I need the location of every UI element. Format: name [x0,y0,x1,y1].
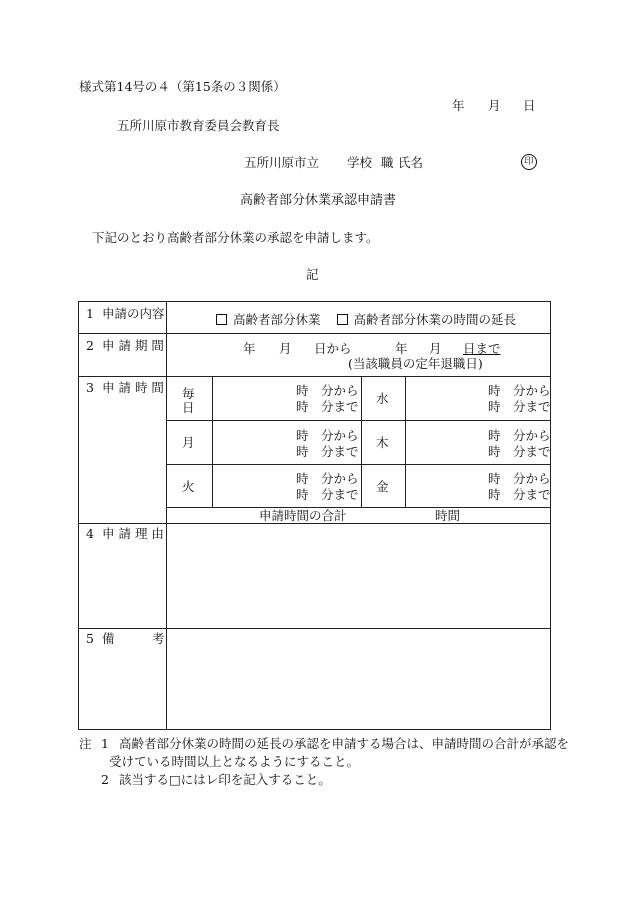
row4-label: 申 請 理 由 [102,526,164,541]
time-to: 時 分まで [488,444,551,459]
intro-text: 下記のとおり高齢者部分休業の承認を申請します。 [92,230,379,245]
time-from: 時 分から [296,383,359,398]
row3-label-number: 3 [86,380,94,395]
note1-number: 1 [101,736,109,751]
time-to: 時 分まで [488,399,551,414]
applicant-position: 職 [381,155,394,170]
applicant-city: 五所川原市立 [244,155,320,170]
period-note: (当該職員の定年退職日) [348,356,483,371]
day-label-tue: 火 [182,479,195,494]
period-from-year: 年 [243,341,256,356]
row3-label: 申 請 時 間 [102,380,164,395]
applicant-line [244,157,423,170]
day-label-mon: 月 [182,435,195,450]
row-divider [79,376,550,377]
total-time-unit: 時間 [435,508,461,523]
applicant-name-label: 氏名 [398,155,424,170]
row5-label: 備 考 [102,631,165,646]
date-year: 年 [452,98,465,113]
row-divider [166,464,550,465]
time-to: 時 分まで [488,487,551,502]
date-day: 日 [523,98,536,113]
period-from-month: 月 [279,341,292,356]
checkbox-extension[interactable] [337,314,348,325]
day-label-thu: 木 [376,435,389,450]
note1-line1: 高齢者部分休業の時間の延長の承認を申請する場合は、申請時間の合計が承認を [119,736,570,751]
option-extension: 高齢者部分休業の時間の延長 [353,312,517,327]
period-to-year: 年 [395,341,408,356]
ki-heading: 記 [306,267,319,282]
column-divider [212,376,213,507]
time-from: 時 分から [488,383,551,398]
day-label-wed: 水 [376,391,389,406]
document-title: 高齢者部分休業承認申請書 [240,193,397,208]
form-number: 様式第14号の４（第15条の３関係） [79,79,286,94]
row-divider [166,507,550,508]
seal-icon: 印 [521,154,537,170]
time-to: 時 分まで [296,487,359,502]
applicant-school: 学校 [347,155,373,170]
column-divider [361,376,362,507]
option-partial-leave: 高齢者部分休業 [233,312,321,327]
date-line [452,100,536,113]
day-label-every-2: 日 [182,400,195,415]
time-from: 時 分から [488,428,551,443]
note-prefix: 注 [79,736,92,751]
time-to: 時 分まで [296,444,359,459]
row1-label-number: 1 [86,306,94,321]
row2-label-number: 2 [86,338,94,353]
time-from: 時 分から [296,428,359,443]
period-to [349,343,501,356]
time-to: 時 分まで [296,399,359,414]
total-time-label: 申請時間の合計 [259,508,347,523]
row5-label-number: 5 [86,631,94,646]
row2-label: 申 請 期 間 [102,338,164,353]
time-from: 時 分から [488,471,551,486]
day-label-fri: 金 [376,479,389,494]
row4-label-number: 4 [86,526,94,541]
row-divider [166,420,550,421]
period-from-day: 日から [314,341,352,356]
time-from: 時 分から [296,471,359,486]
period-to-month: 月 [429,341,442,356]
period-to-day: 日まで [463,341,501,356]
checkbox-partial-leave[interactable] [216,314,227,325]
remarks-field[interactable] [167,629,550,729]
application-form-table [78,301,551,730]
note2-text: 該当する□にはレ印を記入すること。 [119,772,331,787]
reason-field[interactable] [167,524,550,628]
date-month: 月 [488,98,501,113]
row1-label: 申請の内容 [102,306,165,321]
note1-line2: 受けている時間以上となるようにすること。 [109,754,360,769]
note2-number: 2 [101,772,109,787]
day-label-every-1: 毎 [182,386,195,401]
row-divider [79,333,550,334]
row1-options [216,314,516,327]
column-divider [405,376,406,507]
addressee: 五所川原市教育委員会教育長 [117,118,280,133]
